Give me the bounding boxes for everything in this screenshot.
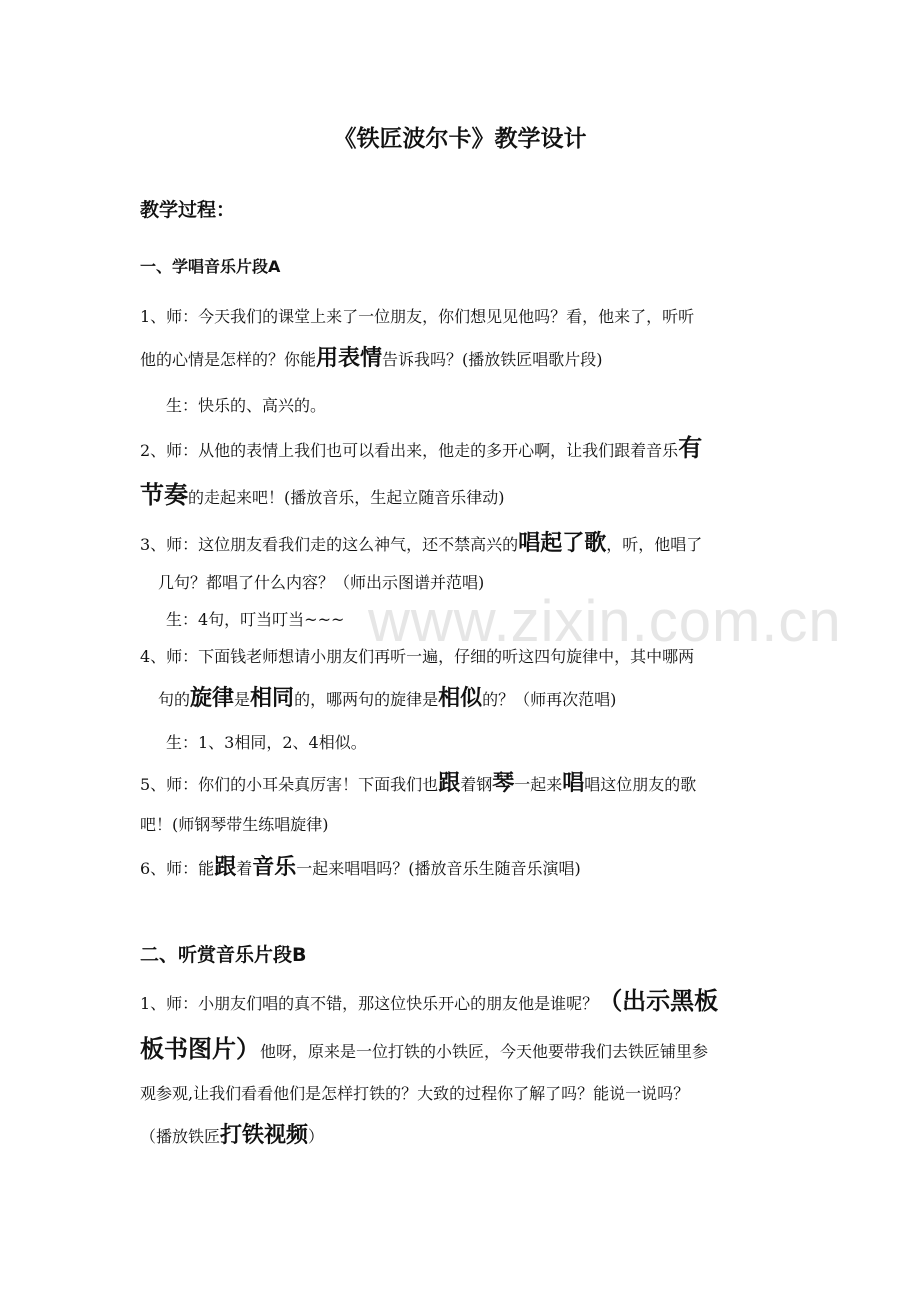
section-1-heading: 一、学唱音乐片段A — [140, 257, 281, 276]
student-reply-4: 生：1、3相同，2、4相似。 — [166, 733, 367, 752]
paragraph-1-4: 4、师：下面钱老师想请小朋友们再听一遍，仔细的听这四句旋律中，其中哪两 句的旋律是相同的，哪两句的旋律是相似的？（师再次范唱) — [140, 647, 695, 711]
emphasis-text: 唱 — [562, 771, 585, 796]
emphasis-text: 有 — [678, 434, 703, 462]
emphasis-text: 琴 — [492, 771, 515, 796]
emphasis-text: 板书图片） — [140, 1035, 260, 1063]
paragraph-1-2: 2、师：从他的表情上我们也可以看出来，他走的多开心啊，让我们跟着音乐有 节奏的走起来吧！(播放音乐，生起立随音乐律动) — [140, 434, 703, 509]
emphasis-text: 相同 — [250, 686, 295, 711]
emphasis-text: 旋律 — [190, 686, 235, 711]
paragraph-1-5: 5、师：你们的小耳朵真厉害！下面我们也跟着钢琴一起来唱唱这位朋友的歌 吧！(师钢琴带生练唱旋律) — [140, 771, 697, 834]
paragraph-1-6: 6、师：能跟着音乐一起来唱唱吗？(播放音乐生随音乐演唱) — [140, 855, 581, 880]
student-reply-1: 生：快乐的、高兴的。 — [166, 396, 327, 415]
emphasis-text: 跟 — [214, 855, 237, 880]
emphasis-text: 打铁视频 — [220, 1123, 309, 1148]
emphasis-text: 跟 — [438, 771, 461, 796]
watermark: www.zixin.com.cn — [368, 589, 842, 654]
emphasis-text: （出示黑板 — [598, 987, 719, 1015]
paragraph-1-3: 3、师：这位朋友看我们走的这么神气，还不禁高兴的唱起了歌，听，他唱了 几句？都唱了什么内容？（师出示图谱并范唱) — [140, 531, 703, 592]
emphasis-text: 用表情 — [316, 346, 383, 371]
emphasis-text: 相似 — [438, 686, 483, 711]
emphasis-text: 节奏 — [140, 481, 188, 509]
paragraph-1-1: 1、师：今天我们的课堂上来了一位朋友，你们想见见他吗？看，他来了，听听 他的心情是怎样的？你能用表情告诉我吗？(播放铁匠唱歌片段) — [140, 307, 695, 371]
paragraph-2-1: 1、师：小朋友们唱的真不错，那这位快乐开心的朋友他是谁呢？（出示黑板 板书图片）他呀，原来是一位打铁的小铁匠，今天他要带我们去铁匠铺里参 观参观,让我们看看他们是怎样打铁的？大致的过程你了解了吗？能说一说吗？ （播放铁匠打铁视频） — [140, 987, 719, 1148]
emphasis-text: 音乐 — [252, 855, 297, 880]
teaching-process-heading: 教学过程： — [140, 199, 236, 221]
student-reply-3: 生：4句，叮当叮当~~~ — [166, 610, 345, 629]
section-2-heading: 二、听赏音乐片段B — [140, 944, 307, 966]
document-title: 《铁匠波尔卡》教学设计 — [333, 126, 587, 152]
emphasis-text: 唱起了歌 — [518, 531, 607, 556]
